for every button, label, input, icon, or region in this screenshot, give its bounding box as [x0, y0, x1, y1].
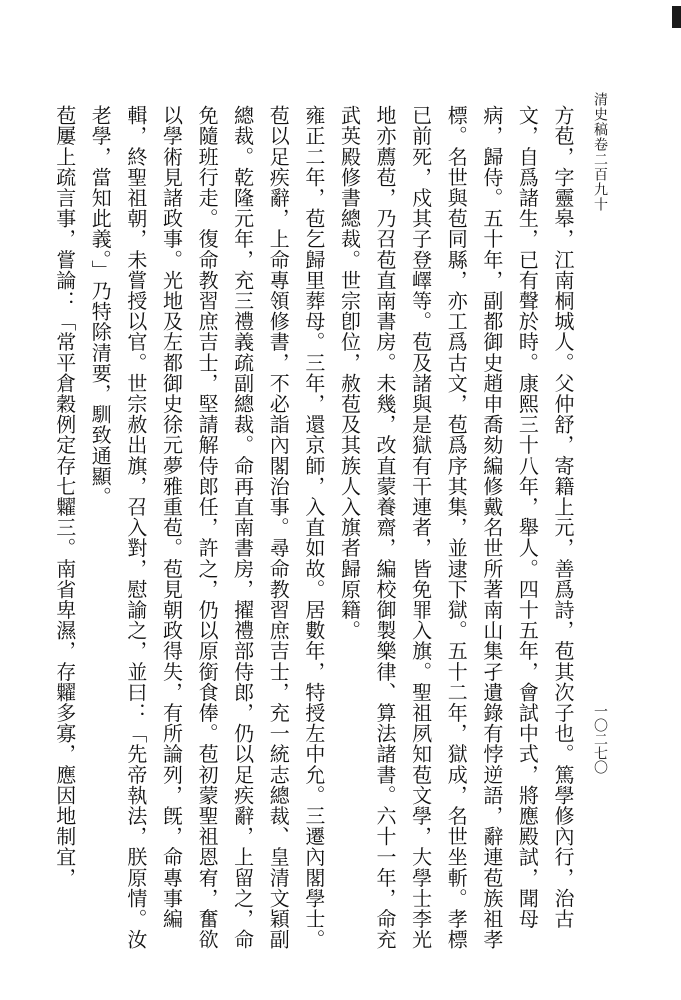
corner-mark [672, 6, 681, 28]
page-number: 一〇二七〇 [592, 704, 608, 774]
running-head: 清史稿卷二百九十 [592, 92, 608, 212]
text-block [52, 105, 580, 965]
paragraph-3: 苞屢上疏言事，嘗論：「常平倉穀例定存七糶三。南省卑濕，存糶多寡，應因地制宜， [52, 105, 77, 888]
paragraph-2: 雍正二年，苞乞歸里葬母。三年，還京師，入直如故。居數年，特授左中允。三遷內閣學士。苞以足疾辭，上命專領修書，不必詣內閣治事。尋命教習庶吉士，充一統志總裁、皇清文穎副總裁。乾隆元年，充三禮義疏副總裁。命再直南書房，擢禮部侍郎，仍以足疾辭，上留之，命免隨班行走。復命教習庶吉士，堅請解侍郎任，許之，仍以原銜食俸。苞初蒙聖祖恩宥，奮欲以學術見諸政事。光地及左都御史徐元夢雅重苞。苞見朝政得失，有所論列，旣，命專事編輯，終聖祖朝，未嘗授以官。世宗赦出旗，召入對，慰諭之，並曰：「先帝執法，朕原情。汝老學，當知此義。」乃特除清要，馴致通顯。 [88, 105, 326, 950]
paragraph-1: 方苞，字靈皋，江南桐城人。父仲舒，寄籍上元，善爲詩，苞其次子也。篤學修內行，治古文，自爲諸生，已有聲於時。康熙三十八年，舉人。四十五年，會試中式，將應殿試，聞母病，歸侍。五十年，副都御史趙申喬劾編修戴名世所著南山集孑遺錄有悖逆語，辭連苞族祖孝標。名世與苞同縣，亦工爲古文，苞爲序其集，並逮下獄。五十二年，獄成，名世坐斬。孝標已前死，戍其子登嶧等。苞及諸與是獄有干連者，皆免罪入旗。聖祖夙知苞文學，大學士李光地亦薦苞，乃召苞直南書房。未幾，改直蒙養齋，編校御製樂律、算法諸書。六十一年，命充武英殿修書總裁。世宗卽位，赦苞及其族人入旗者歸原籍。 [337, 105, 575, 950]
